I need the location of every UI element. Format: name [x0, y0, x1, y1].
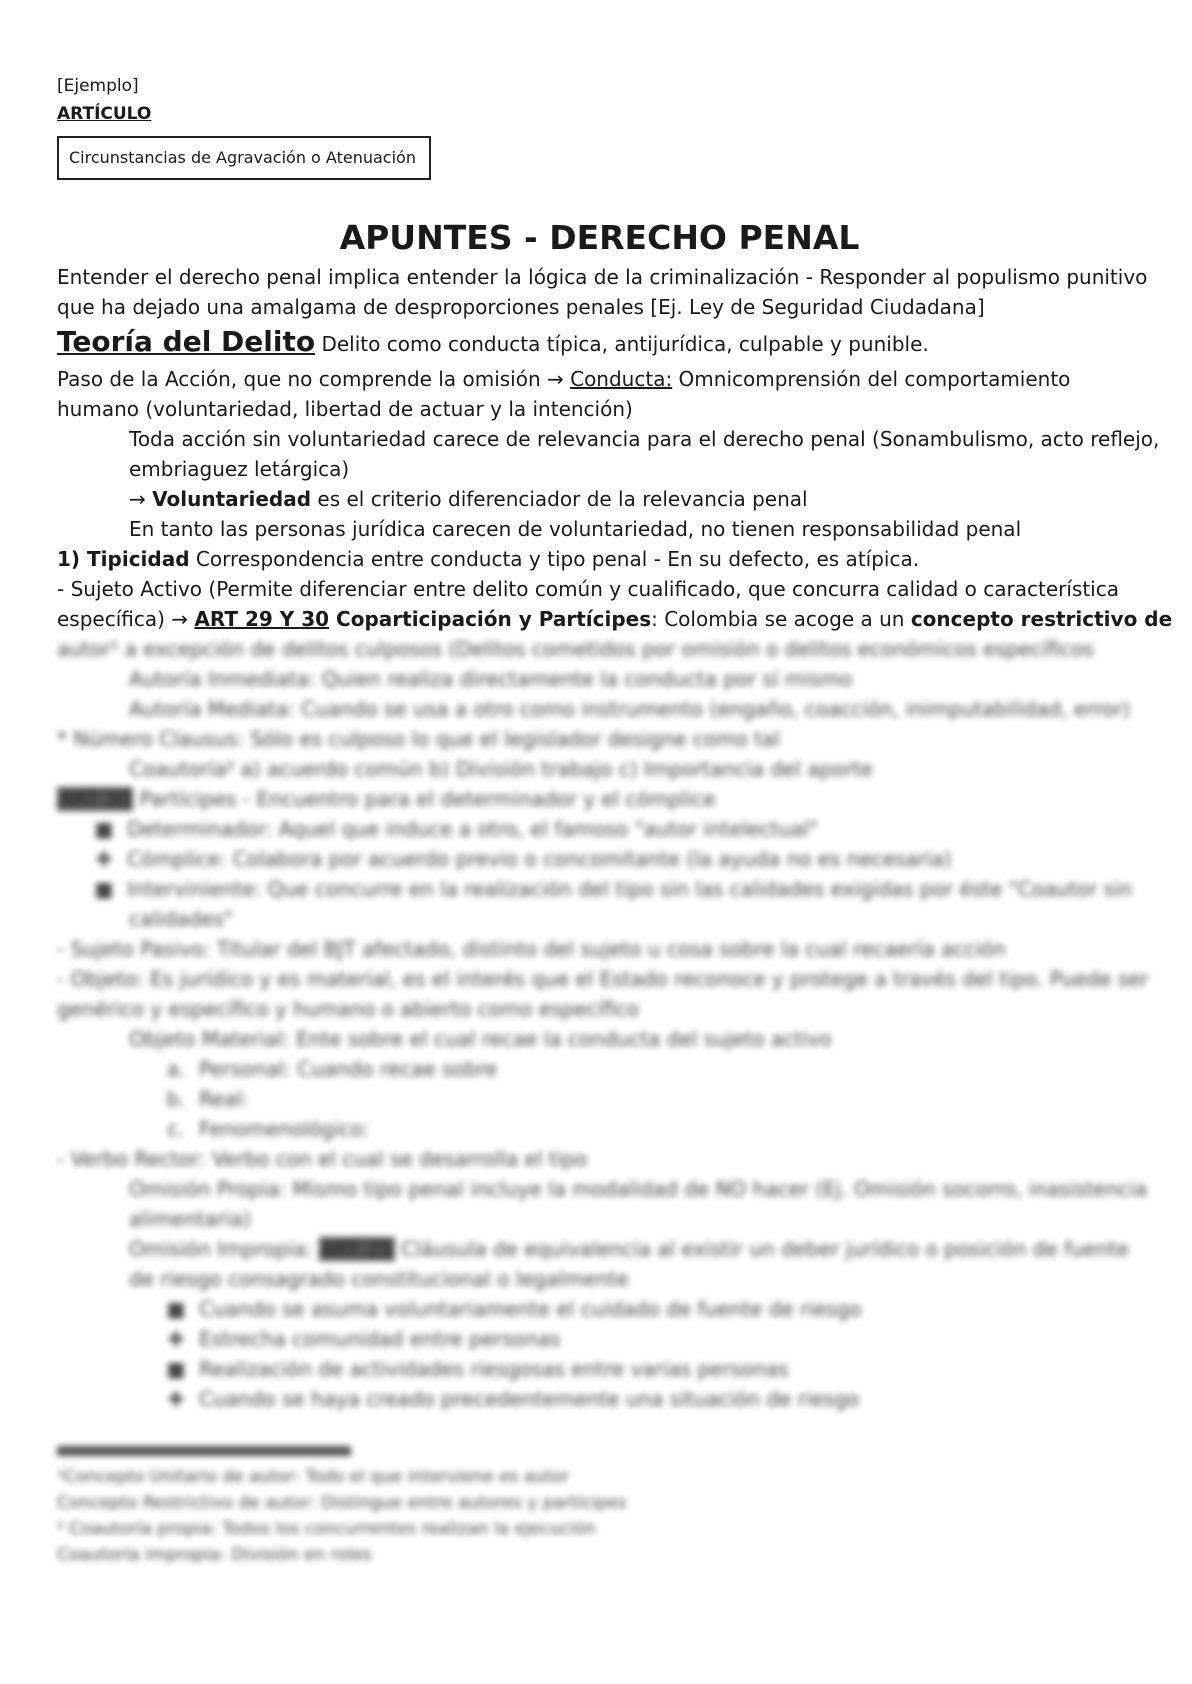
blurred-line: [57, 1234, 1142, 1264]
blurred-text: Realización de actividades riesgosas entre varias personas: [199, 1357, 789, 1381]
list-item: [57, 874, 1142, 904]
blurred-line: alimentaria): [129, 1207, 251, 1231]
plus-bullet-icon: ✚: [95, 847, 113, 871]
example-label: [Ejemplo]: [57, 76, 139, 96]
intro-line-2: que ha dejado una amalgama de desproporciones penales [Ej. Ley de Seguridad Ciudadana]: [57, 295, 985, 319]
indent-line-4: En tanto las personas jurídica carecen de voluntariedad, no tienen responsabilidad penal: [129, 517, 1022, 541]
blurred-line: - Verbo Rector: Verbo con el cual se desarrolla el tipo: [57, 1147, 588, 1171]
list-item: [57, 1354, 1142, 1384]
art-25-highlight: ART 25: [319, 1237, 395, 1261]
footnote: ² Coautoría propia: Todos los concurrentes realizan la ejecución: [57, 1519, 596, 1539]
blurred-line: autor¹ a excepción de delitos culposos (Delitos cometidos por omisión o delitos económicos específicos: [57, 637, 1094, 661]
accion-text: Paso de la Acción, que no comprende la omisión →: [57, 367, 571, 391]
list-item: [57, 1324, 1142, 1354]
blurred-text: Determinador: Aquel que induce a otro, el famoso "autor intelectual": [127, 817, 819, 841]
blurred-line: genérico y específico y humano o abierto como específico: [57, 997, 640, 1021]
conducta-term: Conducta:: [570, 367, 673, 391]
footnote: Coautoría impropia: División en roles: [57, 1545, 372, 1565]
list-item: [57, 1384, 1142, 1414]
tipicidad-heading: 1) Tipicidad: [57, 547, 190, 571]
blurred-text: Cuando se asuma voluntariamente el cuidado de fuente de riesgo: [199, 1297, 862, 1321]
list-item: [57, 844, 1142, 874]
list-item: [57, 1084, 1142, 1114]
blurred-text: Interviniente: Que concurre en la realización del tipo sin las calidades exigidas por éste "Coautor sin: [127, 877, 1133, 901]
theory-line: [57, 322, 1142, 364]
circumstances-box: Circunstancias de Agravación o Atenuación: [57, 136, 431, 180]
list-item: [57, 1054, 1142, 1084]
sujeto-text: específica) →: [57, 607, 195, 631]
indent-line-3: [57, 484, 1142, 514]
blurred-line: * Número Clausus: Sólo es culposo lo que el legislador designe como tal: [57, 727, 780, 751]
intro-line-1: Entender el derecho penal implica entender la lógica de la criminalización - Responder al populismo punitivo: [57, 265, 1148, 289]
plus-bullet-icon: ✚: [167, 1327, 185, 1351]
indent-line-1: Toda acción sin voluntariedad carece de relevancia para el derecho penal (Sonambulismo, acto reflejo,: [129, 427, 1160, 451]
blurred-line: Autoría Inmediata: Quien realiza directamente la conducta por sí mismo: [129, 667, 853, 691]
roman-bullet-icon: b.: [166, 1087, 186, 1111]
theory-heading: Teoría del Delito: [57, 325, 316, 358]
blurred-text: Fenomenológico:: [199, 1117, 370, 1141]
sujeto-line-2: [57, 604, 1173, 634]
accion-definition: Omnicomprensión del comportamiento: [672, 367, 1071, 391]
blurred-text: Cuando se haya creado precedentemente una situación de riesgo: [199, 1387, 860, 1411]
theory-definition: Delito como conducta típica, antijurídica, culpable y punible.: [315, 332, 929, 356]
blurred-text: Real:: [199, 1087, 249, 1111]
voluntariedad-term: Voluntariedad: [152, 487, 312, 511]
footnote: ¹Concepto Unitario de autor: Todo el que interviene es autor: [57, 1467, 570, 1487]
tipicidad-line: [57, 544, 1142, 574]
accion-line-1: [57, 364, 1142, 394]
blurred-line: de riesgo consagrado constitucional o legalmente: [129, 1267, 629, 1291]
list-item: [57, 1294, 1142, 1324]
blurred-text: Omisión Impropia:: [129, 1237, 319, 1261]
blurred-text: Estrecha comunidad entre personas: [199, 1327, 561, 1351]
blurred-line: - Objeto: Es jurídico y es material, es el interés que el Estado reconoce y protege a través del tipo. Puede ser: [57, 967, 1149, 991]
blurred-line: calidades": [129, 907, 233, 931]
coparticipacion-term: Coparticipación y Partícipes: [329, 607, 652, 631]
square-bullet-icon: ■: [166, 1357, 186, 1381]
blurred-line: Coautoría² a) acuerdo común b) División trabajo c) Importancia del aporte: [129, 757, 873, 781]
article-label: ARTÍCULO: [57, 104, 152, 124]
footnote: Concepto Restrictivo de autor: Distingue entre autores y partícipes: [57, 1493, 627, 1513]
blurred-text: Cláusula de equivalencia al existir un deber jurídico o posición de fuente: [394, 1237, 1129, 1261]
plus-bullet-icon: ✚: [167, 1387, 185, 1411]
blurred-line: Objeto Material: Ente sobre el cual recae la conducta del sujeto activo: [129, 1027, 832, 1051]
art-30-highlight: ART 30: [57, 787, 133, 811]
list-item: [57, 1114, 1142, 1144]
tipicidad-text: Correspondencia entre conducta y tipo penal - En su defecto, es atípica.: [189, 547, 920, 571]
blurred-text: Personal: Cuando recae sobre: [199, 1057, 498, 1081]
blurred-text: Partícipes - Encuentro para el determinador y el cómplice: [133, 787, 716, 811]
sujeto-line-1: - Sujeto Activo (Permite diferenciar entre delito común y cualificado, que concurra calidad o característica: [57, 577, 1119, 601]
page-title: APUNTES - DERECHO PENAL: [339, 218, 860, 257]
roman-bullet-icon: c.: [167, 1117, 185, 1141]
blurred-line: [57, 784, 1142, 814]
accion-line-2: humano (voluntariedad, libertad de actuar y la intención): [57, 397, 633, 421]
blurred-line: Autoría Mediata: Cuando se usa a otro como instrumento (engaño, coacción, inimputabilidad, error): [129, 697, 1131, 721]
concepto-restrictivo-term: concepto restrictivo de: [910, 607, 1173, 631]
square-bullet-icon: ■: [94, 877, 114, 901]
sujeto-text-2: : Colombia se acoge a un: [651, 607, 911, 631]
blurred-content: [57, 634, 1149, 1568]
square-bullet-icon: ■: [166, 1297, 186, 1321]
document-page: [57, 72, 1173, 1568]
blurred-text: Cómplice: Colabora por acuerdo previo o concomitante (la ayuda no es necesaria): [127, 847, 952, 871]
roman-bullet-icon: a.: [166, 1057, 186, 1081]
indent-line-2: embriaguez letárgica): [129, 457, 350, 481]
arrow-glyph: →: [129, 487, 153, 511]
square-bullet-icon: ■: [94, 817, 114, 841]
voluntariedad-text: es el criterio diferenciador de la relevancia penal: [311, 487, 808, 511]
blurred-line: Omisión Propia: Mismo tipo penal incluye la modalidad de NO hacer (Ej. Omisión socorro, inasistencia: [129, 1177, 1148, 1201]
art-29-30: ART 29 Y 30: [194, 607, 330, 631]
blurred-line: - Sujeto Pasivo: Titular del BJT afectado, distinto del sujeto u cosa sobre la cual recaería acción: [57, 937, 1006, 961]
list-item: [57, 814, 1142, 844]
footnote-separator: [57, 1446, 351, 1456]
